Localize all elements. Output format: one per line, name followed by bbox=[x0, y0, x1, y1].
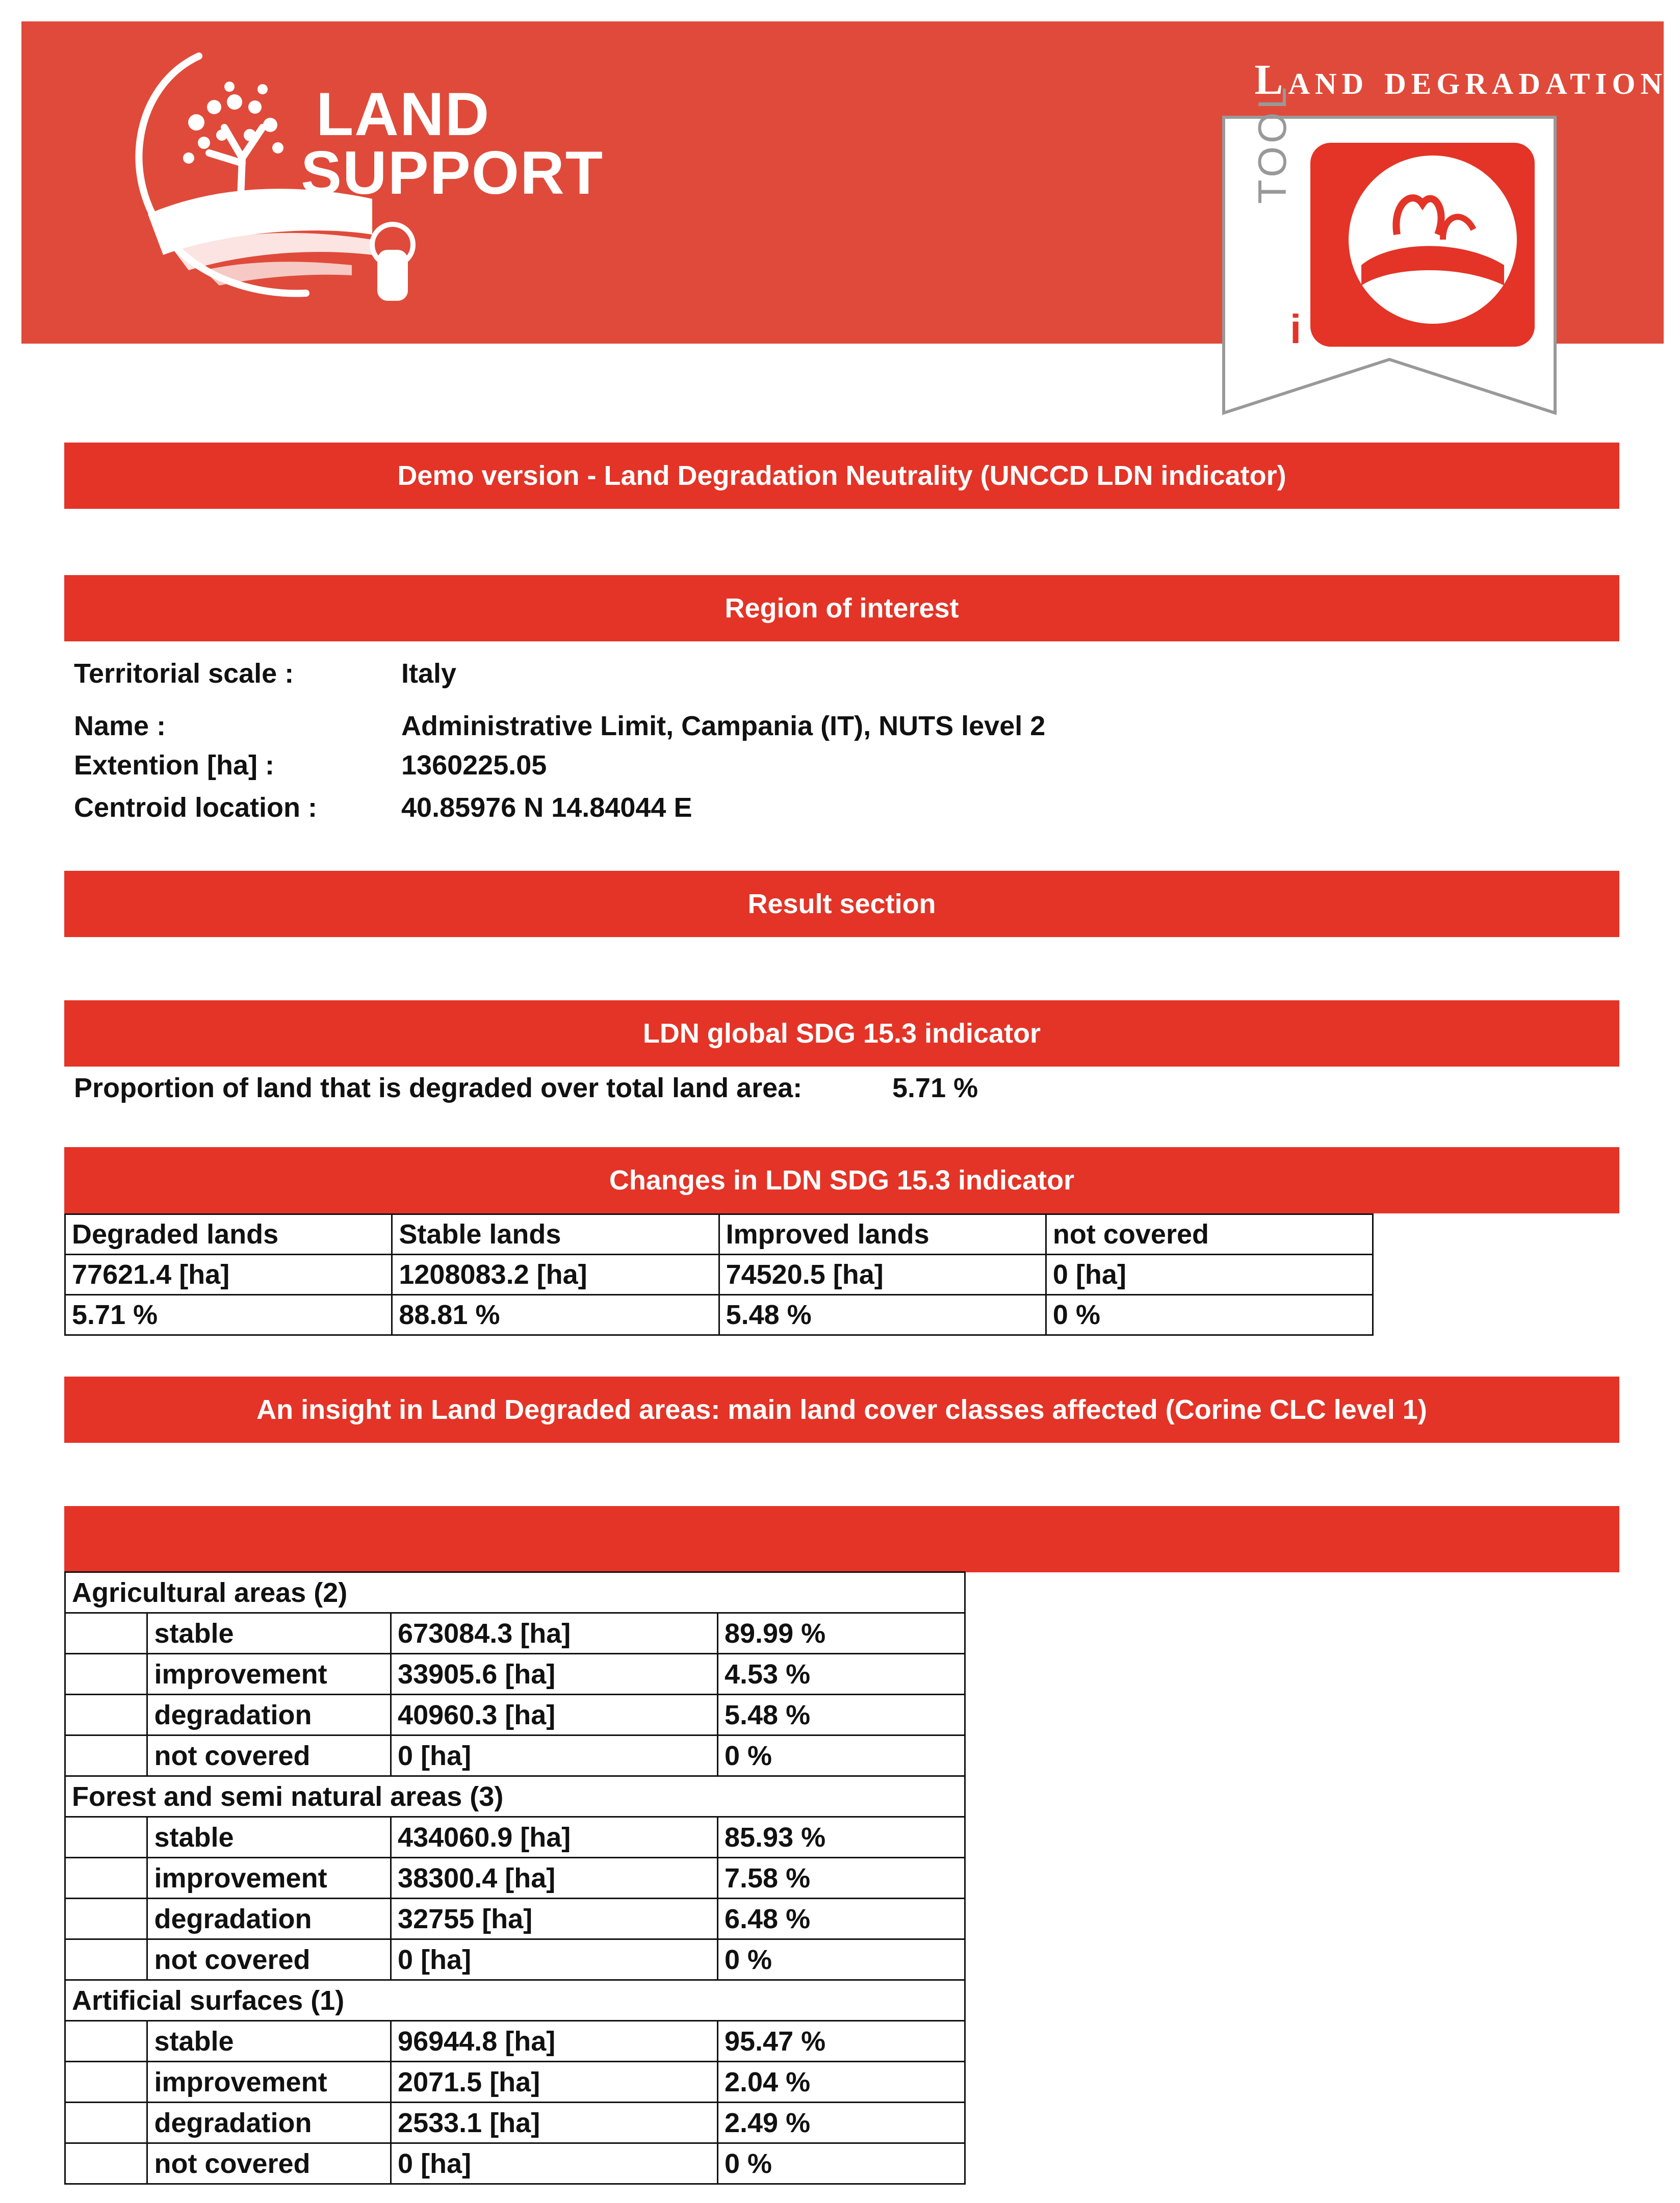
status-cell: improvement bbox=[147, 1858, 391, 1899]
area-cell: 38300.4 [ha] bbox=[391, 1858, 718, 1899]
centroid-label: Centroid location : bbox=[74, 792, 317, 823]
changes-ldn-bar: Changes in LDN SDG 15.3 indicator bbox=[64, 1147, 1619, 1213]
status-cell: degradation bbox=[147, 1695, 391, 1735]
table-cell: 74520.5 [ha] bbox=[719, 1255, 1046, 1295]
table-row bbox=[65, 2062, 965, 2103]
percent-cell: 95.47 % bbox=[717, 2021, 965, 2062]
class-header-row bbox=[65, 1980, 965, 2021]
extention-label: Extention [ha] : bbox=[74, 750, 274, 781]
area-cell: 0 [ha] bbox=[391, 2143, 718, 2184]
table-cell: 5.48 % bbox=[719, 1295, 1046, 1335]
status-cell: improvement bbox=[147, 1654, 391, 1695]
area-cell: 33905.6 [ha] bbox=[391, 1654, 718, 1695]
demo-version-bar: Demo version - Land Degradation Neutrality (UNCCD LDN indicator) bbox=[64, 443, 1619, 509]
table-cell: 77621.4 [ha] bbox=[65, 1255, 392, 1295]
area-cell: 2071.5 [ha] bbox=[391, 2062, 718, 2103]
status-cell: not covered bbox=[147, 1735, 391, 1776]
status-cell: degradation bbox=[147, 1899, 391, 1939]
table-header-row bbox=[65, 1214, 1373, 1255]
class-header-row bbox=[65, 1572, 965, 1613]
area-cell: 2533.1 [ha] bbox=[391, 2103, 718, 2143]
percent-cell: 2.49 % bbox=[717, 2103, 965, 2143]
header-cell: Degraded lands bbox=[65, 1214, 392, 1255]
table-row bbox=[65, 1255, 1373, 1295]
header-cell: Stable lands bbox=[392, 1214, 719, 1255]
table-cell: 88.81 % bbox=[392, 1295, 719, 1335]
name-value: Administrative Limit, Campania (IT), NUTS level 2 bbox=[401, 711, 1046, 741]
class-name: Artificial surfaces (1) bbox=[65, 1980, 965, 2021]
percent-cell: 0 % bbox=[717, 2143, 965, 2184]
changes-table bbox=[64, 1213, 1374, 1336]
percent-cell: 0 % bbox=[717, 1735, 965, 1776]
table-cell: 5.71 % bbox=[65, 1295, 392, 1335]
percent-cell: 4.53 % bbox=[717, 1654, 965, 1695]
info-icon: i bbox=[1290, 306, 1302, 352]
table-row bbox=[65, 2143, 965, 2184]
tool-badge bbox=[1219, 84, 1565, 418]
degraded-proportion-label: Proportion of land that is degraded over total land area: bbox=[74, 1073, 803, 1103]
class-header-row bbox=[65, 1776, 965, 1817]
status-cell: improvement bbox=[147, 2062, 391, 2103]
table-row bbox=[65, 2103, 965, 2143]
percent-cell: 7.58 % bbox=[717, 1858, 965, 1899]
table-row bbox=[65, 2021, 965, 2062]
table-row bbox=[65, 1613, 965, 1654]
area-cell: 96944.8 [ha] bbox=[391, 2021, 718, 2062]
status-cell: not covered bbox=[147, 1939, 391, 1980]
table-row bbox=[65, 1899, 965, 1939]
percent-cell: 5.48 % bbox=[717, 1695, 965, 1735]
area-cell: 434060.9 [ha] bbox=[391, 1817, 718, 1858]
table-row bbox=[65, 1654, 965, 1695]
name-label: Name : bbox=[74, 711, 166, 741]
empty-red-bar bbox=[64, 1506, 1619, 1572]
territorial-scale-label: Territorial scale : bbox=[74, 658, 294, 689]
status-cell: stable bbox=[147, 2021, 391, 2062]
status-cell: not covered bbox=[147, 2143, 391, 2184]
table-cell: 0 [ha] bbox=[1046, 1255, 1373, 1295]
status-cell: stable bbox=[147, 1613, 391, 1654]
area-cell: 0 [ha] bbox=[391, 1735, 718, 1776]
header-cell: not covered bbox=[1046, 1214, 1373, 1255]
table-row bbox=[65, 1695, 965, 1735]
table-row bbox=[65, 1939, 965, 1980]
percent-cell: 89.99 % bbox=[717, 1613, 965, 1654]
result-section-bar: Result section bbox=[64, 871, 1619, 937]
degraded-proportion-value: 5.71 % bbox=[892, 1073, 978, 1103]
insight-bar: An insight in Land Degraded areas: main land cover classes affected (Corine CLC level 1) bbox=[64, 1377, 1619, 1443]
class-name: Forest and semi natural areas (3) bbox=[65, 1776, 965, 1817]
land-support-logo bbox=[87, 31, 648, 316]
header-cell: Improved lands bbox=[719, 1214, 1046, 1255]
percent-cell: 0 % bbox=[717, 1939, 965, 1980]
territorial-scale-value: Italy bbox=[401, 658, 457, 689]
logo-line2: SUPPORT bbox=[301, 139, 604, 207]
table-row bbox=[65, 1295, 1373, 1335]
area-cell: 0 [ha] bbox=[391, 1939, 718, 1980]
centroid-value: 40.85976 N 14.84044 E bbox=[401, 792, 692, 823]
area-cell: 32755 [ha] bbox=[391, 1899, 718, 1939]
table-row bbox=[65, 1858, 965, 1899]
badge-tool-label: TOOL bbox=[1250, 84, 1295, 204]
table-row bbox=[65, 1735, 965, 1776]
table-cell: 0 % bbox=[1046, 1295, 1373, 1335]
status-cell: degradation bbox=[147, 2103, 391, 2143]
area-cell: 40960.3 [ha] bbox=[391, 1695, 718, 1735]
class-name: Agricultural areas (2) bbox=[65, 1572, 965, 1613]
logo-line1: LAND bbox=[316, 80, 490, 148]
tool-title: Land degradation bbox=[1254, 56, 1667, 103]
percent-cell: 85.93 % bbox=[717, 1817, 965, 1858]
percent-cell: 2.04 % bbox=[717, 2062, 965, 2103]
ldn-global-bar: LDN global SDG 15.3 indicator bbox=[64, 1000, 1619, 1067]
table-cell: 1208083.2 [ha] bbox=[392, 1255, 719, 1295]
extention-value: 1360225.05 bbox=[401, 750, 547, 781]
status-cell: stable bbox=[147, 1817, 391, 1858]
region-of-interest-bar: Region of interest bbox=[64, 575, 1619, 641]
table-row bbox=[65, 1817, 965, 1858]
percent-cell: 6.48 % bbox=[717, 1899, 965, 1939]
land-cover-table bbox=[64, 1571, 966, 2185]
area-cell: 673084.3 [ha] bbox=[391, 1613, 718, 1654]
